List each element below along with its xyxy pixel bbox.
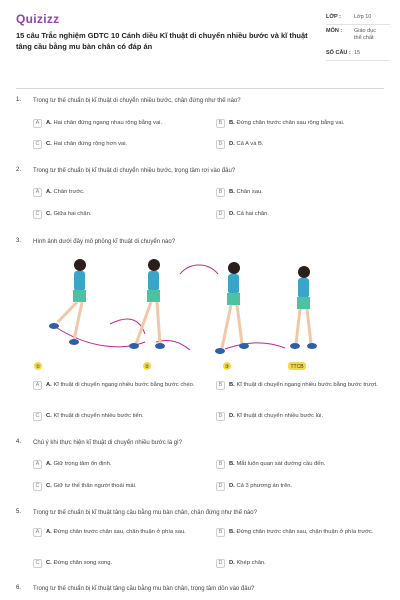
step-label-ttcb: TTCB [290, 364, 304, 370]
option-key: D. [229, 413, 235, 419]
option-letter-box: C [33, 412, 42, 421]
question-number: 1. [16, 97, 22, 103]
option-b[interactable] [216, 382, 386, 390]
option-text: Khép chân. [236, 560, 266, 566]
athlete-figure-2 [129, 259, 165, 349]
question-text: Chú ý khi thực hiện kĩ thuật di chuyển nhiều bước là gì? [33, 440, 183, 446]
meta-count [326, 50, 390, 57]
meta-count-label: SỐ CÂU : [326, 50, 351, 56]
question-number: 3. [16, 238, 22, 244]
option-c[interactable] [33, 211, 203, 219]
option-key: C. [46, 483, 52, 489]
movement-path-arc [180, 265, 218, 274]
step-label-3: ③ [224, 364, 230, 370]
option-a[interactable] [33, 529, 203, 537]
option-d[interactable] [216, 211, 386, 219]
meta-subject-value: Giáo dục thể chất [354, 28, 377, 41]
option-a[interactable] [33, 461, 203, 469]
option-d[interactable] [216, 141, 386, 149]
question-text: Trong tư thế chuẩn bị kĩ thuật tâng cầu bằng mu bàn chân, chân đứng như thế nào? [33, 510, 257, 516]
worksheet-title: 15 câu Trắc nghiệm GDTC 10 Cánh diều Kĩ thuật di chuyển nhiều bước và kĩ thuật tâng cầu bằng mu bàn chân có đáp án [16, 31, 308, 51]
option-text: Kĩ thuật di chuyển ngang nhiều bước bằng bước chéo. [53, 382, 195, 388]
option-letter-box: A [33, 119, 42, 128]
option-letter-box: D [216, 412, 225, 421]
option-text: Giữ tư thế thân người thoải mái. [53, 483, 137, 489]
option-text: Giữ trọng tâm ổn định. [53, 461, 112, 467]
option-letter-box: A [33, 460, 42, 469]
option-b[interactable] [216, 529, 386, 537]
option-text: Giữa hai chân. [53, 211, 92, 217]
option-letter-box: B [216, 381, 225, 390]
option-key: A. [46, 461, 52, 467]
option-key: A. [46, 382, 52, 388]
athlete-figure-3 [215, 262, 249, 354]
question-text: Trong tư thế chuẩn bị kĩ thuật di chuyển nhiều bước, chân đứng như thế nào? [33, 98, 241, 104]
header-divider [16, 88, 384, 89]
meta-grade-label: LỚP : [326, 14, 341, 20]
option-key: D. [229, 141, 235, 147]
option-text: Kĩ thuật di chuyển nhiều bước lùi. [236, 413, 324, 419]
option-text: Đứng chân trước chân sau rộng bằng vai. [236, 120, 345, 126]
option-d[interactable] [216, 413, 386, 421]
option-key: B. [229, 189, 235, 195]
option-b[interactable] [216, 461, 386, 469]
option-key: B. [229, 120, 235, 126]
option-text: Đứng chân song song. [53, 560, 113, 566]
option-text: Cả 3 phương án trên. [236, 483, 293, 489]
option-key: D. [229, 560, 235, 566]
question-text: Trong tư thế chuẩn bị kĩ thuật tâng cầu bằng mu bàn chân, trọng tâm dồn vào đâu? [33, 586, 255, 592]
option-key: C. [46, 560, 52, 566]
question-text: Trong tư thế chuẩn bị kĩ thuật di chuyển nhiều bước, trọng tâm rơi vào đâu? [33, 168, 236, 174]
option-key: C. [46, 413, 52, 419]
option-a[interactable] [33, 382, 203, 390]
worksheet-meta [326, 14, 390, 64]
meta-subject-label: MÔN : [326, 28, 343, 34]
option-c[interactable] [33, 141, 203, 149]
option-c[interactable] [33, 560, 203, 568]
question-text: Hình ảnh dưới đây mô phỏng kĩ thuật di chuyển nào? [33, 239, 176, 245]
option-key: A. [46, 189, 52, 195]
option-key: D. [229, 483, 235, 489]
option-a[interactable] [33, 120, 203, 128]
option-text: Hai chân đứng rộng hơn vai. [53, 141, 128, 147]
option-c[interactable] [33, 483, 203, 491]
option-b[interactable] [216, 120, 386, 128]
option-d[interactable] [216, 483, 386, 491]
option-text: Hai chân đứng ngang nhau rộng bằng vai. [53, 120, 163, 126]
option-letter-box: D [216, 140, 225, 149]
option-text: Kĩ thuật di chuyển nhiều bước tiến. [53, 413, 144, 419]
option-letter-box: A [33, 381, 42, 390]
option-text: Chân sau. [236, 189, 263, 195]
option-letter-box: D [216, 482, 225, 491]
meta-grade [326, 14, 390, 21]
option-letter-box: B [216, 528, 225, 537]
option-key: D. [229, 211, 235, 217]
movement-illustration [30, 254, 330, 374]
step-label-2: ② [144, 364, 150, 370]
athlete-figure-4 [290, 266, 317, 349]
option-letter-box: D [216, 559, 225, 568]
meta-grade-value: Lớp 10 [354, 14, 372, 20]
option-key: C. [46, 211, 52, 217]
meta-subject [326, 28, 390, 42]
option-letter-box: B [216, 119, 225, 128]
option-letter-box: A [33, 188, 42, 197]
question-number: 6. [16, 585, 22, 591]
option-letter-box: B [216, 460, 225, 469]
movement-path-arc [225, 343, 285, 349]
option-text: Đứng chân trước chân sau, chân thuận ở phía sau. [53, 529, 186, 535]
athlete-figure-1 [49, 259, 86, 345]
option-b[interactable] [216, 189, 386, 197]
option-letter-box: A [33, 528, 42, 537]
option-key: A. [46, 529, 52, 535]
meta-divider [326, 24, 390, 25]
worksheet-header [0, 0, 400, 86]
question-number: 5. [16, 509, 22, 515]
question-number: 2. [16, 167, 22, 173]
option-letter-box: C [33, 210, 42, 219]
option-letter-box: C [33, 559, 42, 568]
meta-divider [326, 60, 390, 61]
step-label-1: ① [35, 364, 41, 370]
option-key: B. [229, 382, 235, 388]
option-text: Kĩ thuật di chuyển ngang nhiều bước bằng bước trượt. [236, 382, 378, 388]
option-key: C. [46, 141, 52, 147]
option-letter-box: C [33, 140, 42, 149]
option-key: B. [229, 529, 235, 535]
option-text: Đứng chân trước chân sau, chân thuận ở phía trước. [236, 529, 374, 535]
option-text: Mắt luôn quan sát đường cầu đến. [236, 461, 326, 467]
option-letter-box: D [216, 210, 225, 219]
meta-count-value: 15 [354, 50, 361, 56]
option-key: B. [229, 461, 235, 467]
option-letter-box: B [216, 188, 225, 197]
option-a[interactable] [33, 189, 203, 197]
question-number: 4. [16, 439, 22, 445]
option-text: Chân trước. [53, 189, 85, 195]
option-key: A. [46, 120, 52, 126]
option-text: Cả hai chân. [236, 211, 269, 217]
option-text: Cả A và B. [236, 141, 264, 147]
option-letter-box: C [33, 482, 42, 491]
option-d[interactable] [216, 560, 386, 568]
option-c[interactable] [33, 413, 203, 421]
quizizz-logo[interactable]: Quizizz [16, 12, 60, 26]
